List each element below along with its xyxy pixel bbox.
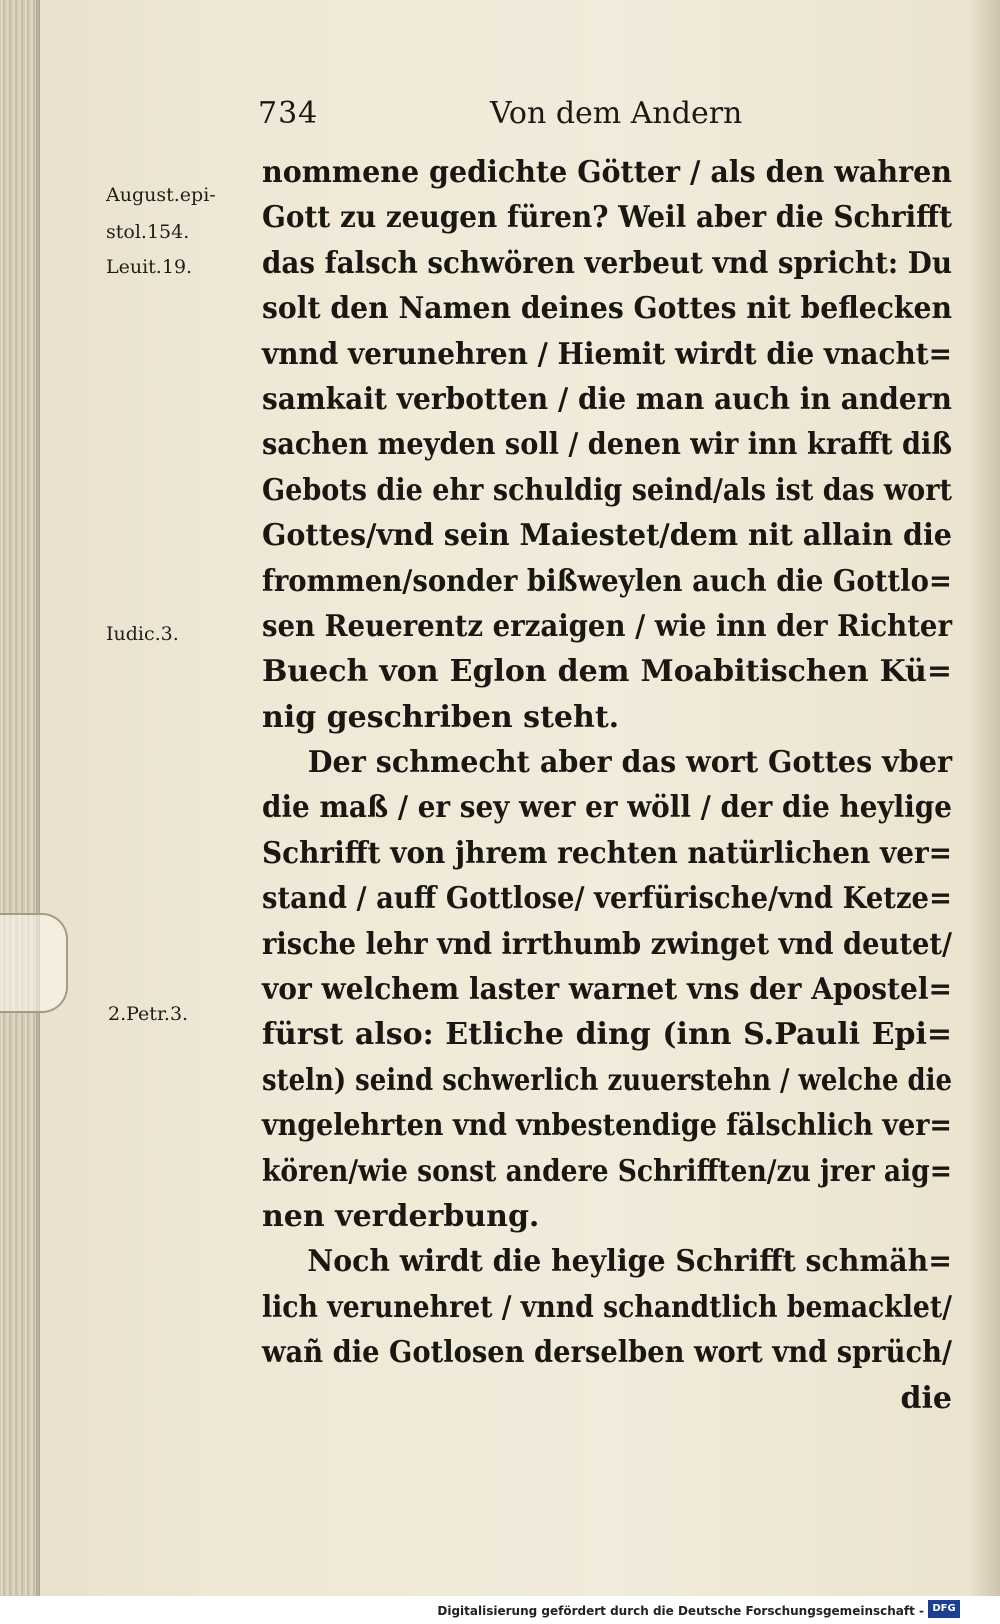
text-line: kören/wie sonst andere Schrifften/zu jrer aig= [262, 1153, 952, 1189]
margin-note-petr: 2.Petr.3. [108, 1003, 189, 1025]
text-line: nen verderbung. [262, 1198, 540, 1234]
funding-credit: Digitalisierung gefördert durch die Deutsche Forschungsgemeinschaft - [437, 1604, 924, 1618]
margin-note-leuit: Leuit.19. [106, 256, 193, 278]
text-line: vnnd verunehren / Hiemit wirdt die vnacht= [262, 336, 953, 372]
text-line: Gebots die ehr schuldig seind/als ist das wort [262, 472, 952, 508]
text-line: wañ die Gotlosen derselben wort vnd sprüch/ [262, 1335, 953, 1371]
margin-note-august: August.epi- [106, 184, 216, 206]
text-line: Schrifft von jhrem rechten natürlichen ver= [262, 835, 953, 871]
paragraph-start-line: Noch wirdt die heylige Schrifft schmäh= [307, 1244, 952, 1280]
dfg-logo-label: DFG [932, 1603, 956, 1614]
catchword: die [900, 1380, 952, 1416]
text-line: samkait verbotten / die man auch in andern [262, 381, 952, 417]
text-line: frommen/sonder bißweylen auch die Gottlo= [262, 563, 952, 599]
text-line: Buech von Eglon dem Moabitischen Kü= [262, 654, 952, 690]
text-line: steln) seind schwerlich zuuerstehn / welche die [262, 1062, 953, 1098]
text-line: Gottes/vnd sein Maiestet/dem nit allain die [262, 518, 952, 554]
text-line: vngelehrten vnd vnbestendige fälschlich ver= [262, 1108, 952, 1144]
text-line: nommene gedichte Götter / als den wahren [262, 155, 952, 190]
text-line: solt den Namen deines Gottes nit beflecken [262, 291, 953, 327]
text-line: vor welchem laster warnet vns der Apostel= [262, 972, 953, 1008]
margin-note-iudic: Iudic.3. [106, 623, 179, 645]
text-line: nig geschriben steht. [262, 699, 620, 735]
text-line: lich verunehret / vnnd schandtlich bemacklet/ [262, 1289, 953, 1325]
text-line: fürst also: Etliche ding (inn S.Pauli Epi= [262, 1017, 952, 1053]
page-edge-shadow [968, 0, 1000, 1596]
text-line: sen Reuerentz erzaigen / wie inn der Richter [262, 608, 952, 644]
text-line: sachen meyden soll / denen wir inn krafft diß [262, 427, 952, 463]
text-line: das falsch schwören verbeut vnd spricht: Du [262, 245, 953, 281]
margin-note-epistol: stol.154. [106, 221, 190, 243]
dfg-logo [928, 1600, 960, 1618]
text-line: stand / auff Gottlose/ verfürische/vnd Ketze= [262, 881, 952, 917]
body-text [262, 150, 952, 1421]
page-number: 734 [258, 96, 319, 131]
book-block-edge [0, 0, 40, 1596]
page-clip-marker [0, 913, 68, 1013]
paragraph-start-line: Der schmecht aber das wort Gottes vber [307, 745, 953, 781]
text-line: Gott zu zeugen füren? Weil aber die Schrifft [262, 200, 952, 236]
text-line: die maß / er sey wer er wöll / der die heylige [262, 790, 953, 826]
text-line: rische lehr vnd irrthumb zwinget vnd deutet/ [262, 926, 952, 962]
running-head: Von dem Andern [490, 96, 743, 131]
